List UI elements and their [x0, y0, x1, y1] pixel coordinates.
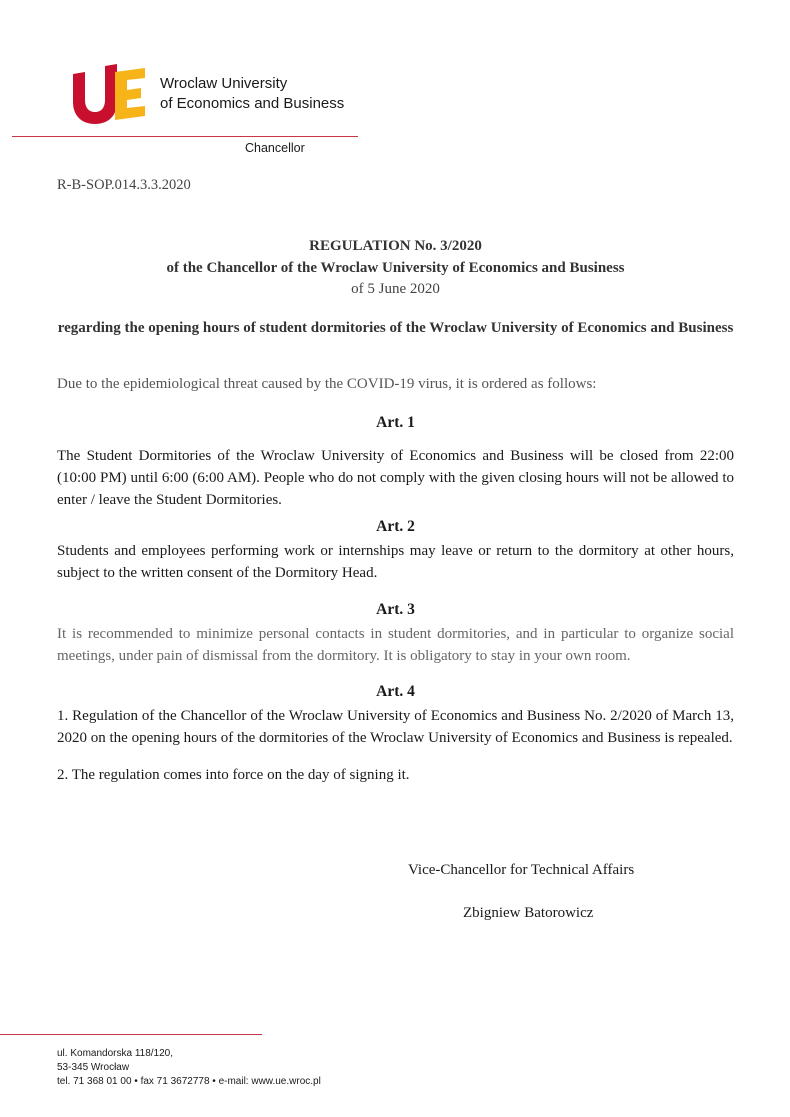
footer-divider [0, 1034, 262, 1035]
university-name [160, 74, 344, 114]
regulation-subtitle: of the Chancellor of the Wroclaw University of Economics and Business [166, 260, 625, 276]
university-name-line1: Wroclaw University [160, 75, 288, 92]
ue-logo-icon [71, 62, 147, 124]
article-4-item-2: 2. The regulation comes into force on the day of signing it. [57, 767, 410, 783]
reference-number: R-B-SOP.014.3.3.2020 [57, 177, 191, 193]
address-line1: ul. Komandorska 118/120, [57, 1048, 174, 1059]
footer-address [57, 1047, 321, 1089]
header-divider [12, 136, 358, 137]
address-line2: 53-345 Wrocław [57, 1062, 130, 1073]
signatory-name: Zbigniew Batorowicz [463, 905, 594, 921]
intro-text: Due to the epidemiological threat caused by the COVID-19 virus, it is ordered as follows: [57, 376, 597, 392]
article-2-text: Students and employees performing work or internships may leave or return to the dormitory at other hours, subject to the written consent of the Dormitory Head. [57, 543, 734, 581]
article-1-text: The Student Dormitories of the Wroclaw University of Economics and Business will be closed from 22:00 (10:00 PM) until 6:00 (6:00 AM). People who do not comply with the given closing hours will not be allowed to enter / leave the Student Dormitories. [57, 448, 734, 508]
issuing-unit: Chancellor [245, 141, 305, 155]
article-2-heading: Art. 2 [376, 518, 415, 535]
article-4-item-1: 1. Regulation of the Chancellor of the Wroclaw University of Economics and Business No. 2/2020 of March 13, 2020 on the opening hours of the dormitories of the Wroclaw University of Economics and Business is repealed. [57, 708, 734, 746]
university-name-line2: of Economics and Business [160, 95, 345, 112]
regulation-date: of 5 June 2020 [351, 281, 440, 297]
contact-line: tel. 71 368 01 00 • fax 71 3672778 • e-mail: www.ue.wroc.pl [57, 1076, 321, 1087]
article-4-heading: Art. 4 [376, 683, 415, 700]
article-3-text: It is recommended to minimize personal contacts in student dormitories, and in particular to organize social meetings, under pain of dismissal from the dormitory. It is obligatory to stay in your own room. [57, 626, 734, 664]
article-3-heading: Art. 3 [376, 601, 415, 618]
article-1-heading: Art. 1 [376, 414, 415, 431]
regulation-title: REGULATION No. 3/2020 [309, 238, 482, 254]
regulation-subject: regarding the opening hours of student dormitories of the Wroclaw University of Economics and Business [57, 320, 734, 336]
signatory-position: Vice-Chancellor for Technical Affairs [408, 862, 635, 878]
